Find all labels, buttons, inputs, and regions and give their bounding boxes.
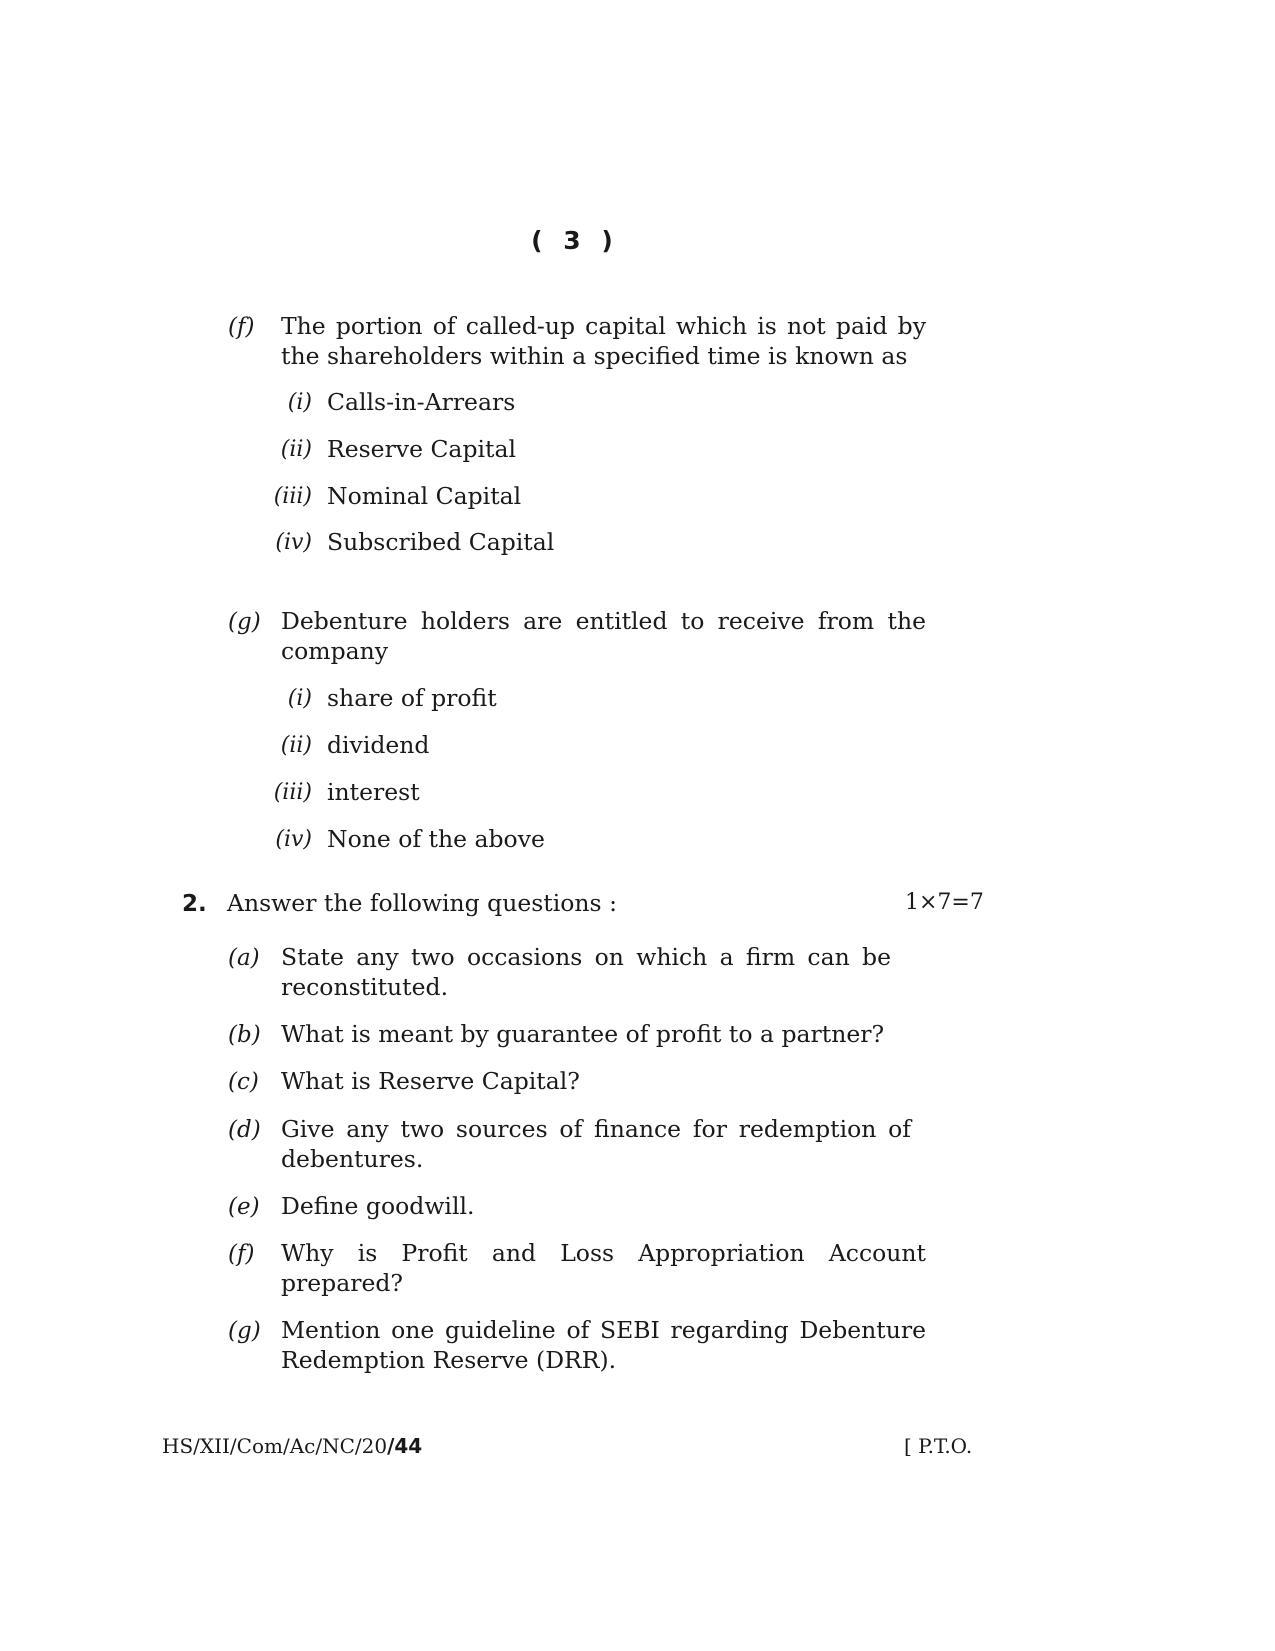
option-label: (iv)	[275, 530, 312, 555]
question-2c-text: What is Reserve Capital?	[281, 1067, 580, 1095]
option-text: Reserve Capital	[327, 435, 516, 463]
option-text: interest	[327, 778, 420, 806]
question-2d-text: Give any two sources of finance for redemption of debentures.	[281, 1115, 911, 1173]
question-2g-text: Mention one guideline of SEBI regarding Debenture Redemption Reserve (DRR).	[281, 1316, 926, 1374]
question-2f-label: (f)	[228, 1241, 255, 1267]
question-2a-label: (a)	[228, 945, 260, 971]
option-label: (ii)	[280, 733, 312, 758]
page-number: ( 3 )	[531, 226, 619, 255]
question-2d-label: (d)	[228, 1117, 261, 1143]
option-text: Nominal Capital	[327, 482, 522, 510]
question-2-heading: Answer the following questions :	[227, 889, 617, 917]
option-text: None of the above	[327, 825, 545, 853]
question-2g-label: (g)	[228, 1318, 261, 1344]
footer-pto: [ P.T.O.	[904, 1434, 973, 1458]
option-text: Calls-in-Arrears	[327, 388, 516, 416]
option-label: (i)	[287, 686, 312, 711]
question-f-label: (f)	[228, 314, 255, 340]
option-label: (iv)	[275, 827, 312, 852]
question-2e-label: (e)	[228, 1194, 260, 1220]
question-f-text: The portion of called-up capital which is not paid by the shareholders within a specified time is known as	[281, 312, 926, 370]
question-2b-label: (b)	[228, 1022, 261, 1048]
footer-code-bold: /44	[387, 1434, 423, 1458]
option-text: share of profit	[327, 684, 497, 712]
option-label: (iii)	[273, 780, 312, 805]
question-2-marks: 1×7=7	[905, 890, 984, 915]
question-2c-label: (c)	[228, 1069, 259, 1095]
option-label: (iii)	[273, 484, 312, 509]
option-label: (ii)	[280, 437, 312, 462]
footer-code: HS/XII/Com/Ac/NC/20	[162, 1434, 388, 1458]
footer-paper-code	[162, 1434, 422, 1458]
question-2a-text: State any two occasions on which a firm can be reconstituted.	[281, 943, 891, 1001]
question-2-number: 2.	[182, 891, 207, 917]
question-g-text: Debenture holders are entitled to receive from the company	[281, 607, 926, 665]
question-2f-text: Why is Profit and Loss Appropriation Account prepared?	[281, 1239, 926, 1297]
question-2b-text: What is meant by guarantee of profit to a partner?	[281, 1020, 885, 1048]
question-2e-text: Define goodwill.	[281, 1192, 475, 1220]
option-label: (i)	[287, 390, 312, 415]
question-g-label: (g)	[228, 609, 261, 635]
option-text: Subscribed Capital	[327, 528, 555, 556]
option-text: dividend	[327, 731, 430, 759]
